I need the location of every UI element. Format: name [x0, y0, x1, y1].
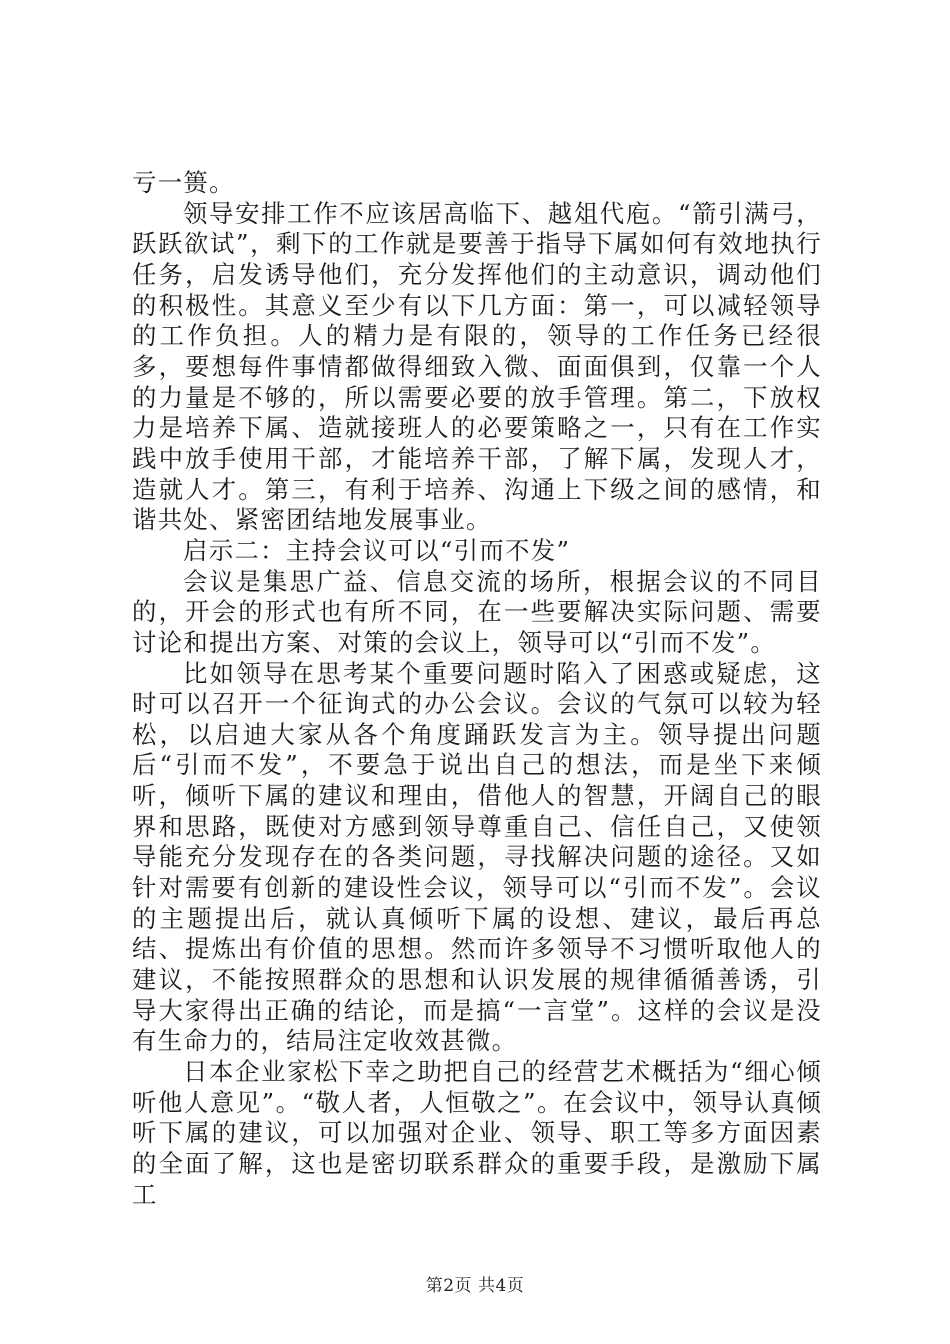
- section-heading-insight-two: 启示二：主持会议可以“引而不发”: [183, 535, 571, 565]
- page-number-footer: 第2页 共4页: [425, 1276, 525, 1296]
- paragraph-meeting-example: 比如领导在思考某个重要问题时陷入了困惑或疑虑，这时可以召开一个征询式的办公会议。会议的气氛可以较为轻松，以启迪大家从各个角度踊跃发言为主。领导提出问题后“引而不发”，不要急于说出自己的想法，而是坐下来倾听，倾听下属的建议和理由，借他人的智慧，开阔自己的眼界和思路，既使对方感到领导尊重自己、信任自己，又使领导能充分发现存在的各类问题，寻找解决问题的途径。又如针对需要有创新的建设性会议，领导可以“引而不发”。会议的主题提出后，就认真倾听下属的设想、建议，最后再总结、提炼出有价值的思想。然而许多领导不习惯听取他人的建议，不能按照群众的思想和认识发展的规律循循善诱，引导大家得出正确的结论，而是搞“一言堂”。这样的会议是没有生命力的，结局注定收效甚微。: [132, 658, 822, 1056]
- paragraph-meeting-purpose: 会议是集思广益、信息交流的场所，根据会议的不同目的，开会的形式也有所不同，在一些要解决实际问题、需要讨论和提出方案、对策的会议上，领导可以“引而不发”。: [132, 566, 822, 657]
- paragraph-delegation-benefits: 领导安排工作不应该居高临下、越俎代庖。“箭引满弓，跃跃欲试”，剩下的工作就是要善于指导下属如何有效地执行任务，启发诱导他们，充分发挥他们的主动意识，调动他们的积极性。其意义至少有以下几方面：第一，可以减轻领导的工作负担。人的精力是有限的，领导的工作任务已经很多，要想每件事情都做得细致入微、面面俱到，仅靠一个人的力量是不够的，所以需要必要的放手管理。第二，下放权力是培养下属、造就接班人的必要策略之一，只有在工作实践中放手使用干部，才能培养干部，了解下属，发现人才，造就人才。第三，有利于培养、沟通上下级之间的感情，和谐共处、紧密团结地发展事业。: [132, 198, 822, 535]
- paragraph-matsushita: 日本企业家松下幸之助把自己的经营艺术概括为“细心倾听他人意见”。“敬人者，人恒敬之”。在会议中，领导认真倾听下属的建议，可以加强对企业、领导、职工等多方面因素的全面了解，这也是密切联系群众的重要手段，是激励下属工: [132, 1057, 822, 1209]
- paragraph-continuation: 亏一篑。: [132, 168, 235, 197]
- document-body: [132, 168, 822, 1210]
